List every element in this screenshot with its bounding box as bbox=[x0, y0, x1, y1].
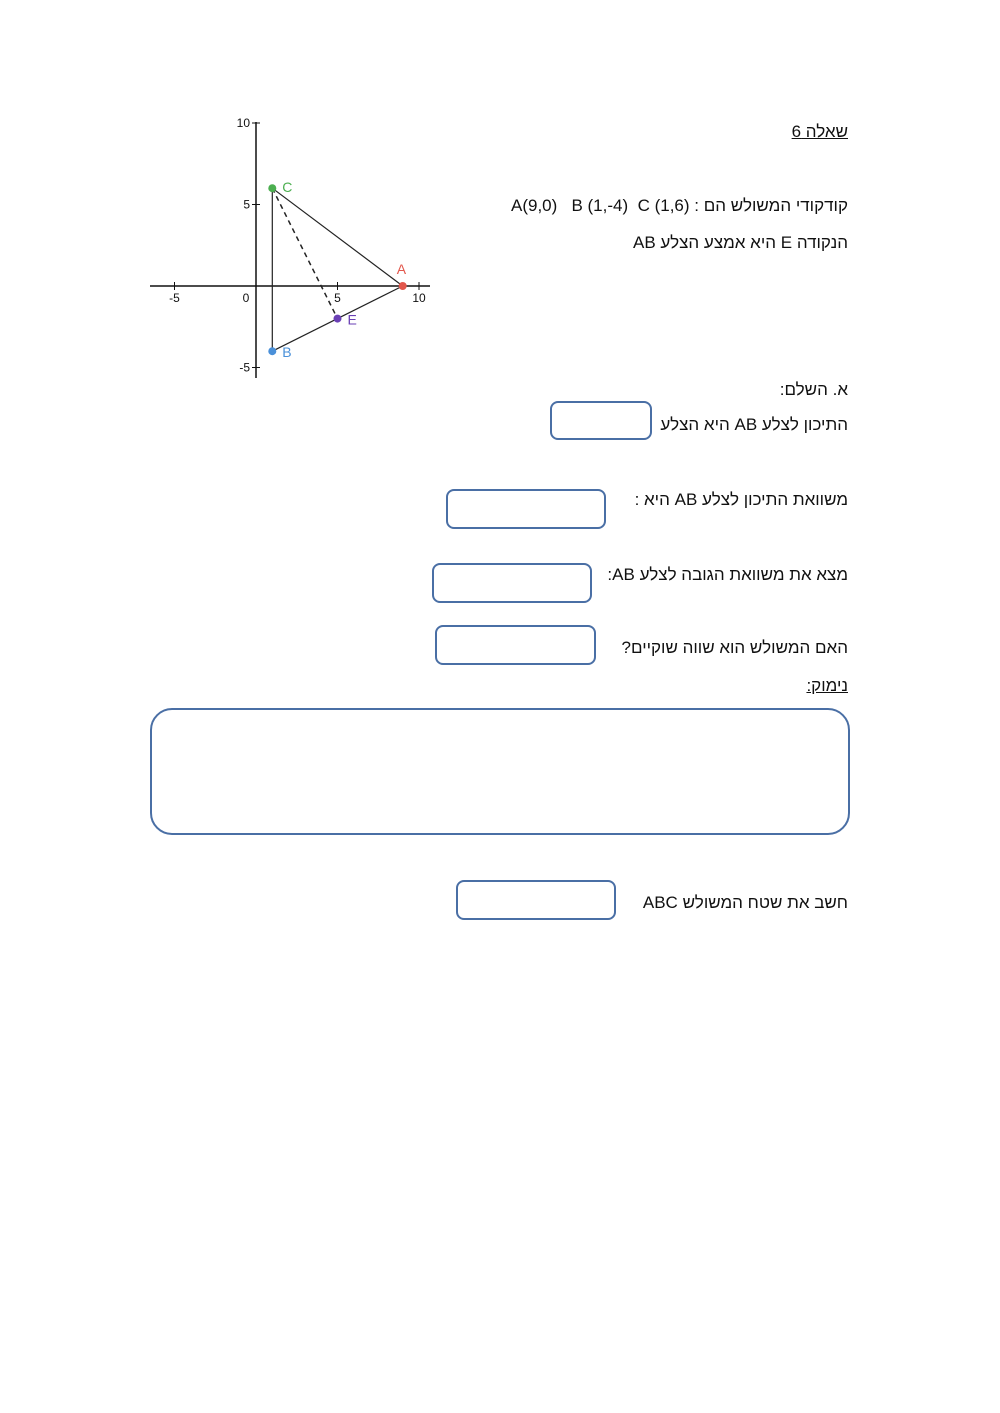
reason-label: נימוק: bbox=[806, 676, 848, 695]
question-title: שאלה 6 bbox=[791, 122, 848, 141]
triangle-side-CA bbox=[272, 188, 402, 286]
y-tick-label: 10 bbox=[236, 116, 250, 130]
x-tick-label: 5 bbox=[334, 291, 341, 305]
median-equation-label: משוואת התיכון לצלע AB היא : bbox=[634, 490, 848, 509]
part-a-heading: א. השלם: bbox=[779, 380, 848, 399]
area-question-label: חשב את שטח המשולש ABC bbox=[642, 893, 848, 912]
reason-answer-box[interactable] bbox=[150, 708, 850, 835]
midpoint-text: הנקודה E היא אמצע הצלע AB bbox=[633, 233, 848, 252]
point-e bbox=[334, 315, 342, 323]
x-tick-label: 0 bbox=[242, 291, 250, 305]
vertices-values: A(9,0) B (1,-4) C (1,6) bbox=[511, 196, 690, 215]
point-label-e: E bbox=[347, 311, 357, 328]
median-ce bbox=[272, 188, 337, 318]
altitude-equation-answer-box[interactable] bbox=[432, 563, 592, 603]
y-tick-label: 5 bbox=[243, 197, 250, 212]
coordinate-axes bbox=[150, 116, 430, 378]
triangle-graph bbox=[140, 110, 440, 380]
isosceles-question-label: האם המשולש הוא שווה שוקיים? bbox=[621, 638, 848, 657]
median-equation-answer-box[interactable] bbox=[446, 489, 606, 529]
y-tick-label: -5 bbox=[239, 360, 250, 375]
median-side-answer-box[interactable] bbox=[550, 401, 652, 440]
point-b bbox=[268, 347, 276, 355]
area-answer-box[interactable] bbox=[456, 880, 616, 920]
vertices-line bbox=[511, 196, 848, 216]
point-label-c: C bbox=[282, 179, 293, 196]
point-label-b: B bbox=[282, 344, 292, 361]
triangle-points bbox=[268, 179, 406, 360]
median-side-label: התיכון לצלע AB היא הצלע bbox=[660, 415, 848, 434]
x-tick-label: 10 bbox=[412, 291, 426, 305]
point-c bbox=[268, 184, 276, 192]
point-label-a: A bbox=[396, 261, 407, 277]
vertices-prefix: קודקודי המשולש הם : bbox=[694, 196, 848, 215]
point-a bbox=[399, 282, 407, 290]
altitude-equation-label: מצא את משוואת הגובה לצלע AB: bbox=[607, 565, 848, 584]
x-tick-label: -5 bbox=[169, 291, 180, 305]
triangle-abc bbox=[272, 188, 402, 351]
isosceles-answer-box[interactable] bbox=[435, 625, 596, 665]
